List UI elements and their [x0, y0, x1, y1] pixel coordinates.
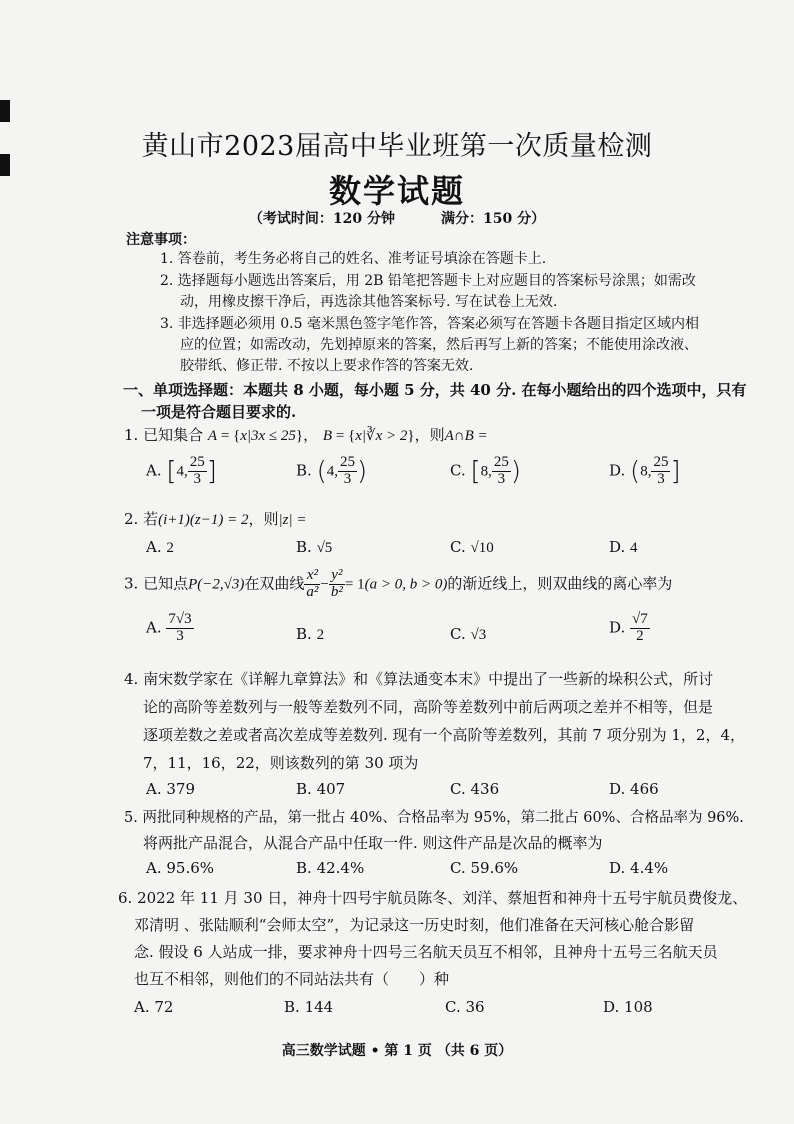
q1-option-a: A. [4, $\frac{25}{3}$ ] — [146, 454, 217, 487]
q4-option-d: D. 466 — [609, 780, 659, 798]
q6-option-b: B. 144 — [284, 998, 334, 1016]
question-6-line: 6. 2022 年 11 月 30 日，神舟十四号宇航员陈冬、刘洋、蔡旭哲和神舟十五号宇航员费俊龙、 — [118, 889, 748, 907]
exam-score: 满分：150 分） — [441, 211, 546, 227]
question-4-line: 论的高阶等差数列与一般等差数列不同，高阶等差数列中前后两项之差并不相等，但是 — [143, 698, 714, 716]
q5-option-a: A. 95.6% — [146, 859, 215, 877]
q5-option-b: B. 42.4% — [296, 859, 365, 877]
question-4-line: 4. 南宋数学家在《详解九章算法》和《算法通变本末》中提出了一些新的垛积公式，所讨 — [124, 670, 714, 688]
q5-option-d: D. 4.4% — [609, 859, 669, 877]
q5-option-c: C. 59.6% — [450, 859, 519, 877]
notice-item: 胶带纸、修正带. 不按以上要求作答的答案无效. — [180, 358, 474, 374]
q1-option-c: C. [8, $\frac{25}{3}$ ) — [450, 454, 522, 487]
q2-option-b: B. √5 — [296, 538, 333, 556]
question-6-line: 也互不相邻，则他们的不同站法共有（ ）种 — [134, 970, 450, 988]
exam-time: （考试时间：120 分钟 — [248, 211, 395, 227]
q6-option-d: D. 108 — [603, 998, 653, 1016]
q2-option-d: D. 4 — [609, 538, 638, 556]
binding-mark — [0, 100, 10, 122]
q6-option-c: C. 36 — [445, 998, 485, 1016]
question-4-line: 逐项差数之差或者高次差成等差数列. 现有一个高阶等差数列，其前 7 项分别为 1，2，4， — [143, 726, 746, 744]
subject-title: 数学试题 — [328, 172, 465, 210]
q1-option-b: B. (4, $\frac{25}{3}$ ) — [296, 454, 368, 487]
q2-option-c: C. √10 — [450, 538, 494, 556]
q4-option-a: A. 379 — [146, 780, 196, 798]
notice-heading: 注意事项： — [126, 232, 196, 248]
notice-item: 3. 非选择题必须用 0.5 毫米黑色签字笔作答，答案必须写在答题卡各题目指定区域内相 — [160, 316, 699, 332]
notice-item: 应的位置；如需改动，先划掉原来的答案，然后再写上新的答案；不能使用涂改液、 — [180, 337, 698, 353]
section-heading: 一、单项选择题：本题共 8 小题，每小题 5 分，共 40 分. 在每小题给出的四个选项中，只有 — [123, 381, 747, 399]
notice-item: 1. 答卷前，考生务必将自己的姓名、准考证号填涂在答题卡上. — [160, 251, 547, 267]
question-5-line: 将两批产品混合，从混合产品中任取一件. 则这件产品是次品的概率为 — [143, 834, 603, 852]
question-3: 3. 已知点P(−2,√3)在双曲线 $\frac{\text{x²}}{\text{a²}}$ − $\frac{\text{y²}}{\text{b²}}$ = 1(a > 0, b > 0)的渐近线上，则双曲线的离心率为 — [124, 567, 673, 600]
question-5-line: 5. 两批同种规格的产品，第一批占 40%、合格品率为 95%，第二批占 60%、合格品率为 96%. — [124, 810, 744, 826]
q3-option-d: D. $\frac{√7}{2}$ — [609, 611, 648, 644]
question-6-line: 念. 假设 6 人站成一排，要求神舟十四号三名航天员互不相邻，且神舟十五号三名航天员 — [134, 943, 718, 961]
section-heading-cont: 一项是符合题目要求的. — [141, 403, 297, 421]
question-1: 1. 已知集合 A = {x|3x ≤ 25}， B = {x|∛x > 2}，则A∩B = — [124, 426, 488, 444]
q2-option-a: A. 2 — [146, 538, 174, 556]
page-footer: 高三数学试题 • 第 1 页 （共 6 页） — [281, 1043, 513, 1059]
q4-option-b: B. 407 — [296, 780, 346, 798]
exam-title: 黄山市2023届高中毕业班第一次质量检测 — [141, 131, 653, 162]
question-2: 2. 若(i+1)(z−1) = 2，则|z| = — [124, 510, 307, 528]
q4-option-c: C. 436 — [450, 780, 500, 798]
q3-option-a: A. $\frac{7√3}{3}$ — [146, 611, 192, 644]
q3-option-b: B. 2 — [296, 625, 325, 643]
question-4-line: 7，11，16，22，则该数列的第 30 项为 — [143, 754, 419, 772]
q1-option-d: D. (8, $\frac{25}{3}$ ] — [609, 454, 681, 487]
q3-option-c: C. √3 — [450, 625, 487, 643]
q6-option-a: A. 72 — [134, 998, 174, 1016]
question-6-line: 邓清明 、张陆顺利“会师太空”，为记录这一历史时刻，他们准备在天河核心舱合影留 — [134, 916, 695, 934]
notice-item: 2. 选择题每小题选出答案后，用 2B 铅笔把答题卡上对应题目的答案标号涂黑；如需改 — [160, 273, 696, 289]
notice-item: 动，用橡皮擦干净后，再选涂其他答案标号. 写在试卷上无效. — [180, 294, 558, 310]
exam-info — [0, 208, 794, 228]
